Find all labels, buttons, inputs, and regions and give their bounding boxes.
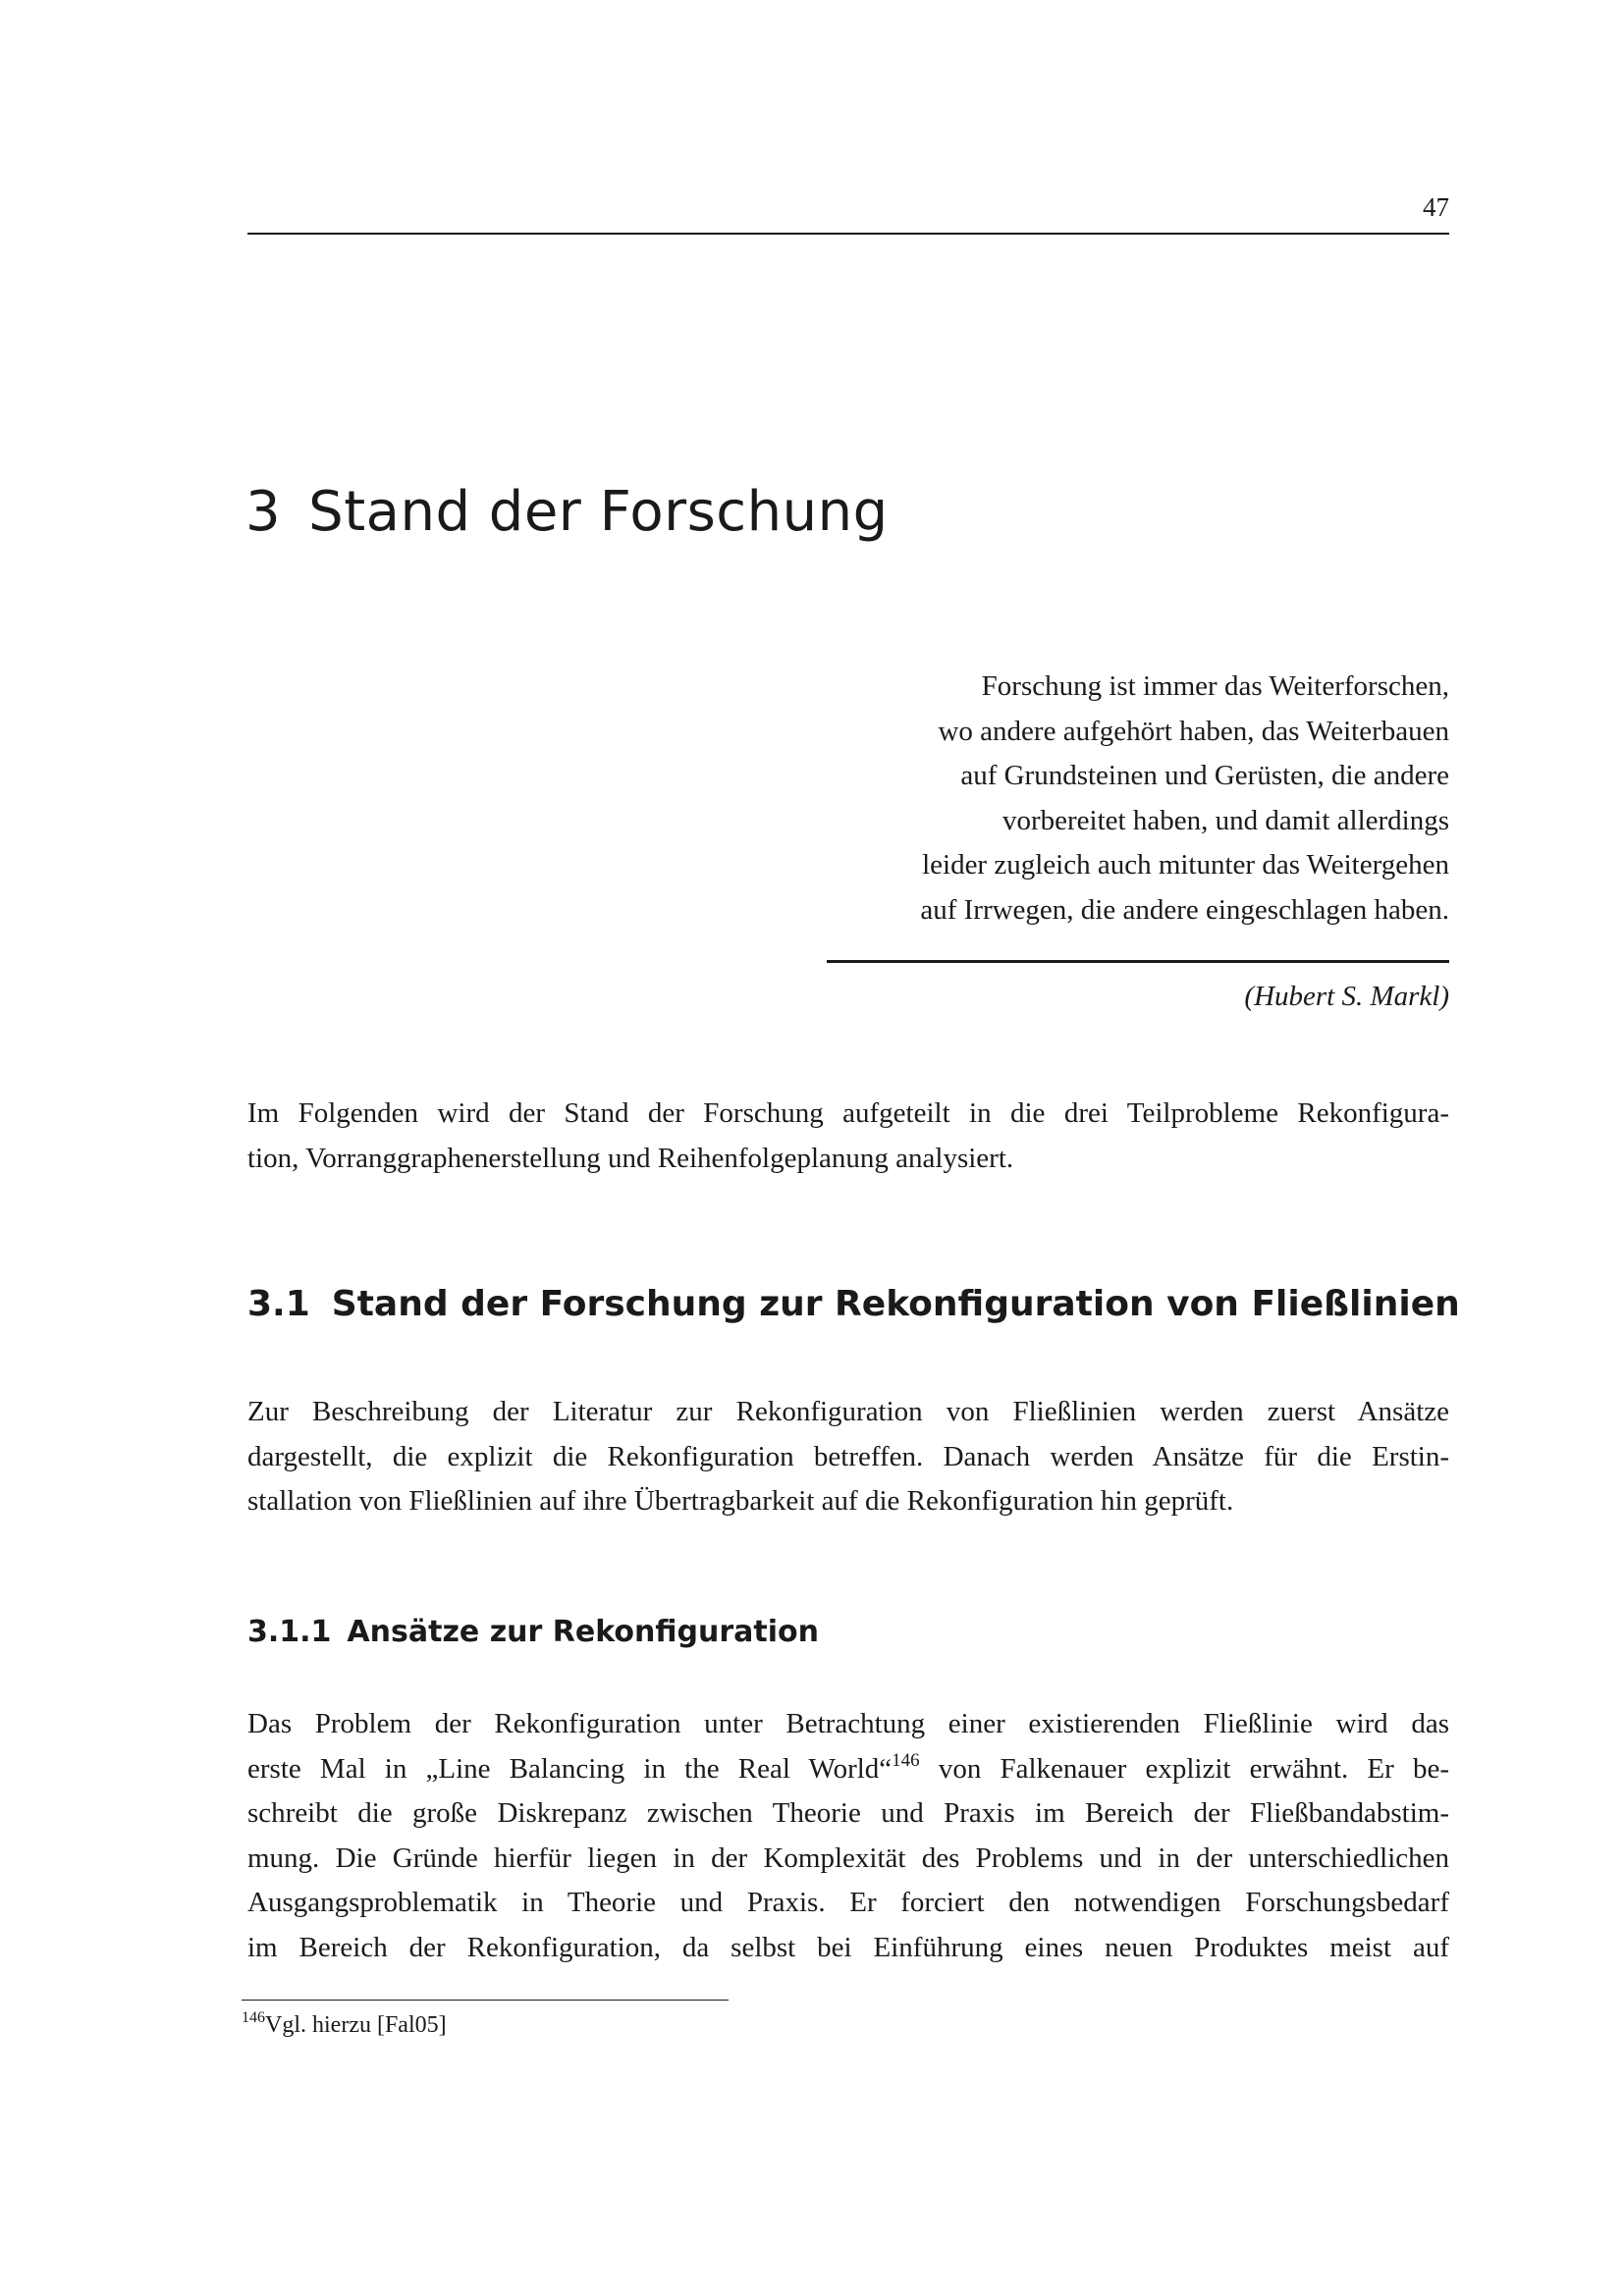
line-text: erste Mal in „Line Balancing in the Real World“ [247,1752,893,1785]
epigraph-line: wo andere aufgehört haben, das Weiterbauen [938,715,1449,747]
paragraph-line: Im Folgenden wird der Stand der Forschung aufgeteilt in die drei Teilprobleme Rekonfigura- [247,1097,1449,1129]
paragraph-line: schreibt die große Diskrepanz zwischen Theorie und Praxis im Bereich der Fließbandabstim- [247,1797,1449,1829]
epigraph-line: auf Grundsteinen und Gerüsten, die andere [960,760,1449,791]
section-paragraph [247,1390,1449,1524]
epigraph-author: (Hubert S. Markl) [1244,981,1449,1012]
chapter-number: 3 [245,480,282,544]
subsection-paragraph [247,1702,1449,1970]
section-heading [247,1281,1460,1328]
paragraph-line: mung. Die Gründe hierfür liegen in der Komplexität des Problems und in der unterschiedlichen [247,1842,1449,1874]
epigraph-rule [827,960,1449,963]
footnote [242,2008,447,2042]
subsection-heading [247,1613,819,1652]
footnote-rule [242,2000,729,2001]
paragraph-line: tion, Vorranggraphenerstellung und Reihenfolgeplanung analysiert. [247,1142,1014,1174]
chapter-title [245,477,889,548]
paragraph-line: Ausgangsproblematik in Theorie und Praxis. Er forciert den notwendigen Forschungsbedarf [247,1887,1449,1918]
paragraph-line: Das Problem der Rekonfiguration unter Betrachtung einer existierenden Fließlinie wird das [247,1708,1449,1739]
epigraph-line: leider zugleich auch mitunter das Weitergehen [922,849,1449,881]
paragraph-line: Zur Beschreibung der Literatur zur Rekonfiguration von Fließlinien werden zuerst Ansätze [247,1396,1449,1427]
paragraph-line [247,1747,1449,1792]
section-title-text: Stand der Forschung zur Rekonfiguration von Fließlinien [331,1284,1460,1324]
paragraph-line: im Bereich der Rekonfiguration, da selbst bei Einführung eines neuen Produktes meist auf [247,1931,1449,1963]
epigraph-line: Forschung ist immer das Weiterforschen, [981,670,1449,702]
subsection-title-text: Ansätze zur Rekonfiguration [347,1615,820,1649]
footnote-reference[interactable]: 146 [892,1749,920,1771]
header-rule [247,233,1449,235]
footnote-text: Vgl. hierzu [Fal05] [265,2012,447,2038]
subsection-number: 3.1.1 [247,1615,332,1649]
epigraph-line: vorbereitet haben, und damit allerdings [1002,804,1449,836]
paragraph-line: dargestellt, die explizit die Rekonfiguration betreffen. Danach werden Ansätze für die Erstin- [247,1440,1449,1472]
epigraph-line: auf Irrwegen, die andere eingeschlagen haben. [920,893,1449,926]
line-text: von Falkenauer explizit erwähnt. Er be- [919,1752,1449,1785]
footnote-number: 146 [242,2009,265,2026]
intro-paragraph [247,1092,1449,1181]
epigraph [785,665,1449,933]
section-number: 3.1 [247,1284,310,1324]
chapter-title-text: Stand der Forschung [308,480,889,544]
paragraph-line: stallation von Fließlinien auf ihre Übertragbarkeit auf die Rekonfiguration hin geprüft. [247,1485,1234,1517]
page-number: 47 [1423,192,1449,222]
